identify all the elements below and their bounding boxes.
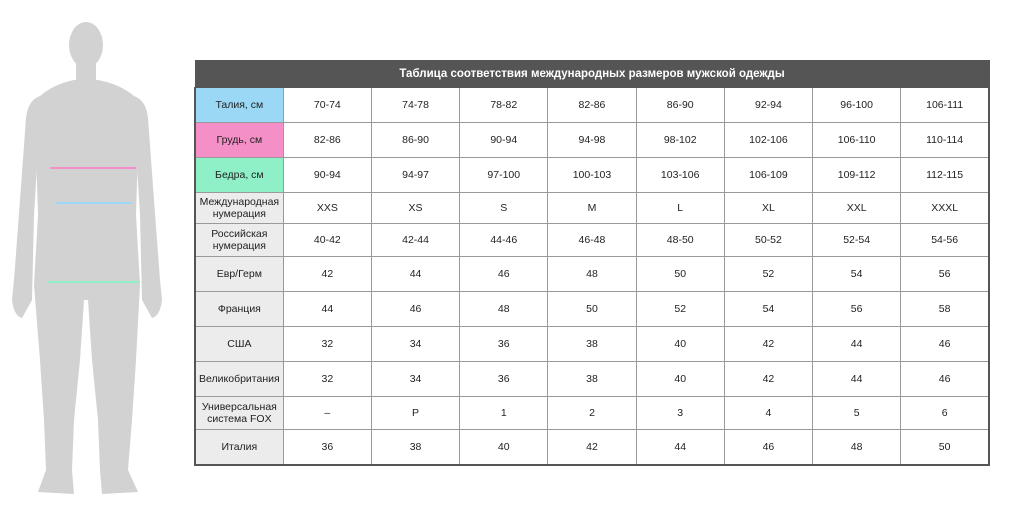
table-cell: 42 <box>548 430 636 466</box>
table-cell: 82-86 <box>548 88 636 123</box>
row-label-text: Франция <box>217 303 261 315</box>
table-cell: 42-44 <box>371 224 459 257</box>
table-cell: M <box>548 193 636 224</box>
table-cell: XXL <box>813 193 901 224</box>
table-cell: 42 <box>724 327 812 362</box>
table-cell: 52-54 <box>813 224 901 257</box>
table-cell: 112-115 <box>901 158 989 193</box>
table-cell: 50 <box>636 257 724 292</box>
table-cell: 40 <box>636 362 724 397</box>
table-row <box>195 257 989 292</box>
table-cell: XL <box>724 193 812 224</box>
table-cell: 86-90 <box>636 88 724 123</box>
table-cell: 4 <box>724 397 812 430</box>
table-cell: 50 <box>548 292 636 327</box>
table-cell: 82-86 <box>283 123 371 158</box>
table-cell: 2 <box>548 397 636 430</box>
table-cell: L <box>636 193 724 224</box>
table-cell: 40 <box>636 327 724 362</box>
table-cell: 42 <box>724 362 812 397</box>
row-label-text: Италия <box>221 441 258 453</box>
row-label <box>195 327 283 362</box>
table-row <box>195 224 989 257</box>
row-label-text: Талия, см <box>215 99 264 111</box>
row-label-text: США <box>227 338 252 350</box>
row-label <box>195 193 283 224</box>
table-cell: 110-114 <box>901 123 989 158</box>
table-cell: 32 <box>283 327 371 362</box>
table-cell: 6 <box>901 397 989 430</box>
row-label <box>195 224 283 257</box>
table-cell: 52 <box>724 257 812 292</box>
table-cell: 70-74 <box>283 88 371 123</box>
table-cell: 96-100 <box>813 88 901 123</box>
table-cell: 54 <box>724 292 812 327</box>
table-cell: 46 <box>901 362 989 397</box>
table-cell: 86-90 <box>371 123 459 158</box>
table-cell: 54-56 <box>901 224 989 257</box>
table-row <box>195 158 989 193</box>
table-cell: 3 <box>636 397 724 430</box>
table-cell: 46 <box>901 327 989 362</box>
table-cell: 90-94 <box>460 123 548 158</box>
silhouette <box>12 22 162 494</box>
table-cell: 56 <box>901 257 989 292</box>
table-cell: 106-109 <box>724 158 812 193</box>
table-cell: 44 <box>813 362 901 397</box>
table-cell: 94-98 <box>548 123 636 158</box>
table-cell: 40-42 <box>283 224 371 257</box>
table-cell: 100-103 <box>548 158 636 193</box>
table-cell: – <box>283 397 371 430</box>
row-label <box>195 397 283 430</box>
row-label-text: Грудь, см <box>216 134 263 146</box>
table-cell: 54 <box>813 257 901 292</box>
row-label <box>195 158 283 193</box>
table-cell: 56 <box>813 292 901 327</box>
table-title-row <box>195 61 989 88</box>
table-title: Таблица соответствия международных размеров мужской одежды <box>195 61 989 88</box>
table-cell: 48 <box>548 257 636 292</box>
table-cell: 46 <box>371 292 459 327</box>
table-cell: 109-112 <box>813 158 901 193</box>
table-cell: 50 <box>901 430 989 466</box>
body-silhouette-figure <box>0 0 190 521</box>
table-cell: 74-78 <box>371 88 459 123</box>
table-cell: 34 <box>371 362 459 397</box>
table-row <box>195 123 989 158</box>
table-cell: 58 <box>901 292 989 327</box>
table-row <box>195 88 989 123</box>
table-row <box>195 430 989 466</box>
table-cell: 48 <box>460 292 548 327</box>
row-label <box>195 123 283 158</box>
table-row <box>195 292 989 327</box>
table-cell: 36 <box>460 362 548 397</box>
table-cell: 97-100 <box>460 158 548 193</box>
table-cell: XXS <box>283 193 371 224</box>
table-cell: XXXL <box>901 193 989 224</box>
table-cell: 34 <box>371 327 459 362</box>
row-label <box>195 88 283 123</box>
table-cell: 44 <box>636 430 724 466</box>
table-cell: 46 <box>460 257 548 292</box>
row-label-text: Международная нумерация <box>199 196 280 220</box>
table-cell: 38 <box>371 430 459 466</box>
table-cell: 44 <box>371 257 459 292</box>
table-cell: 92-94 <box>724 88 812 123</box>
table-cell: S <box>460 193 548 224</box>
row-label <box>195 430 283 466</box>
table-cell: 44 <box>813 327 901 362</box>
table-cell: 50-52 <box>724 224 812 257</box>
table-cell: 52 <box>636 292 724 327</box>
row-label-text: Евр/Герм <box>216 268 262 280</box>
table-cell: 48 <box>813 430 901 466</box>
table-cell: 36 <box>460 327 548 362</box>
table-cell: 1 <box>460 397 548 430</box>
row-label <box>195 257 283 292</box>
table-cell: 102-106 <box>724 123 812 158</box>
table-row <box>195 397 989 430</box>
size-conversion-table <box>194 60 990 466</box>
table-cell: 40 <box>460 430 548 466</box>
table-cell: 44-46 <box>460 224 548 257</box>
table-cell: 90-94 <box>283 158 371 193</box>
table-body <box>195 88 989 466</box>
row-label <box>195 292 283 327</box>
row-label-text: Универсальная система FOX <box>201 401 277 425</box>
table-cell: 38 <box>548 362 636 397</box>
row-label-text: Великобритания <box>199 373 280 385</box>
table-cell: 48-50 <box>636 224 724 257</box>
table-cell: 42 <box>283 257 371 292</box>
row-label <box>195 362 283 397</box>
table-cell: 94-97 <box>371 158 459 193</box>
table-cell: 32 <box>283 362 371 397</box>
table-cell: 36 <box>283 430 371 466</box>
table-cell: 46 <box>724 430 812 466</box>
table-cell: 5 <box>813 397 901 430</box>
table-cell: 106-111 <box>901 88 989 123</box>
table-row <box>195 327 989 362</box>
table-cell: 106-110 <box>813 123 901 158</box>
table-cell: 46-48 <box>548 224 636 257</box>
row-label-text: Российская нумерация <box>211 228 268 252</box>
table-row <box>195 193 989 224</box>
table-cell: 44 <box>283 292 371 327</box>
table-cell: 78-82 <box>460 88 548 123</box>
table-cell: 103-106 <box>636 158 724 193</box>
table-cell: 38 <box>548 327 636 362</box>
table-cell: P <box>371 397 459 430</box>
table-cell: 98-102 <box>636 123 724 158</box>
table-row <box>195 362 989 397</box>
table-cell: XS <box>371 193 459 224</box>
row-label-text: Бедра, см <box>215 169 264 181</box>
